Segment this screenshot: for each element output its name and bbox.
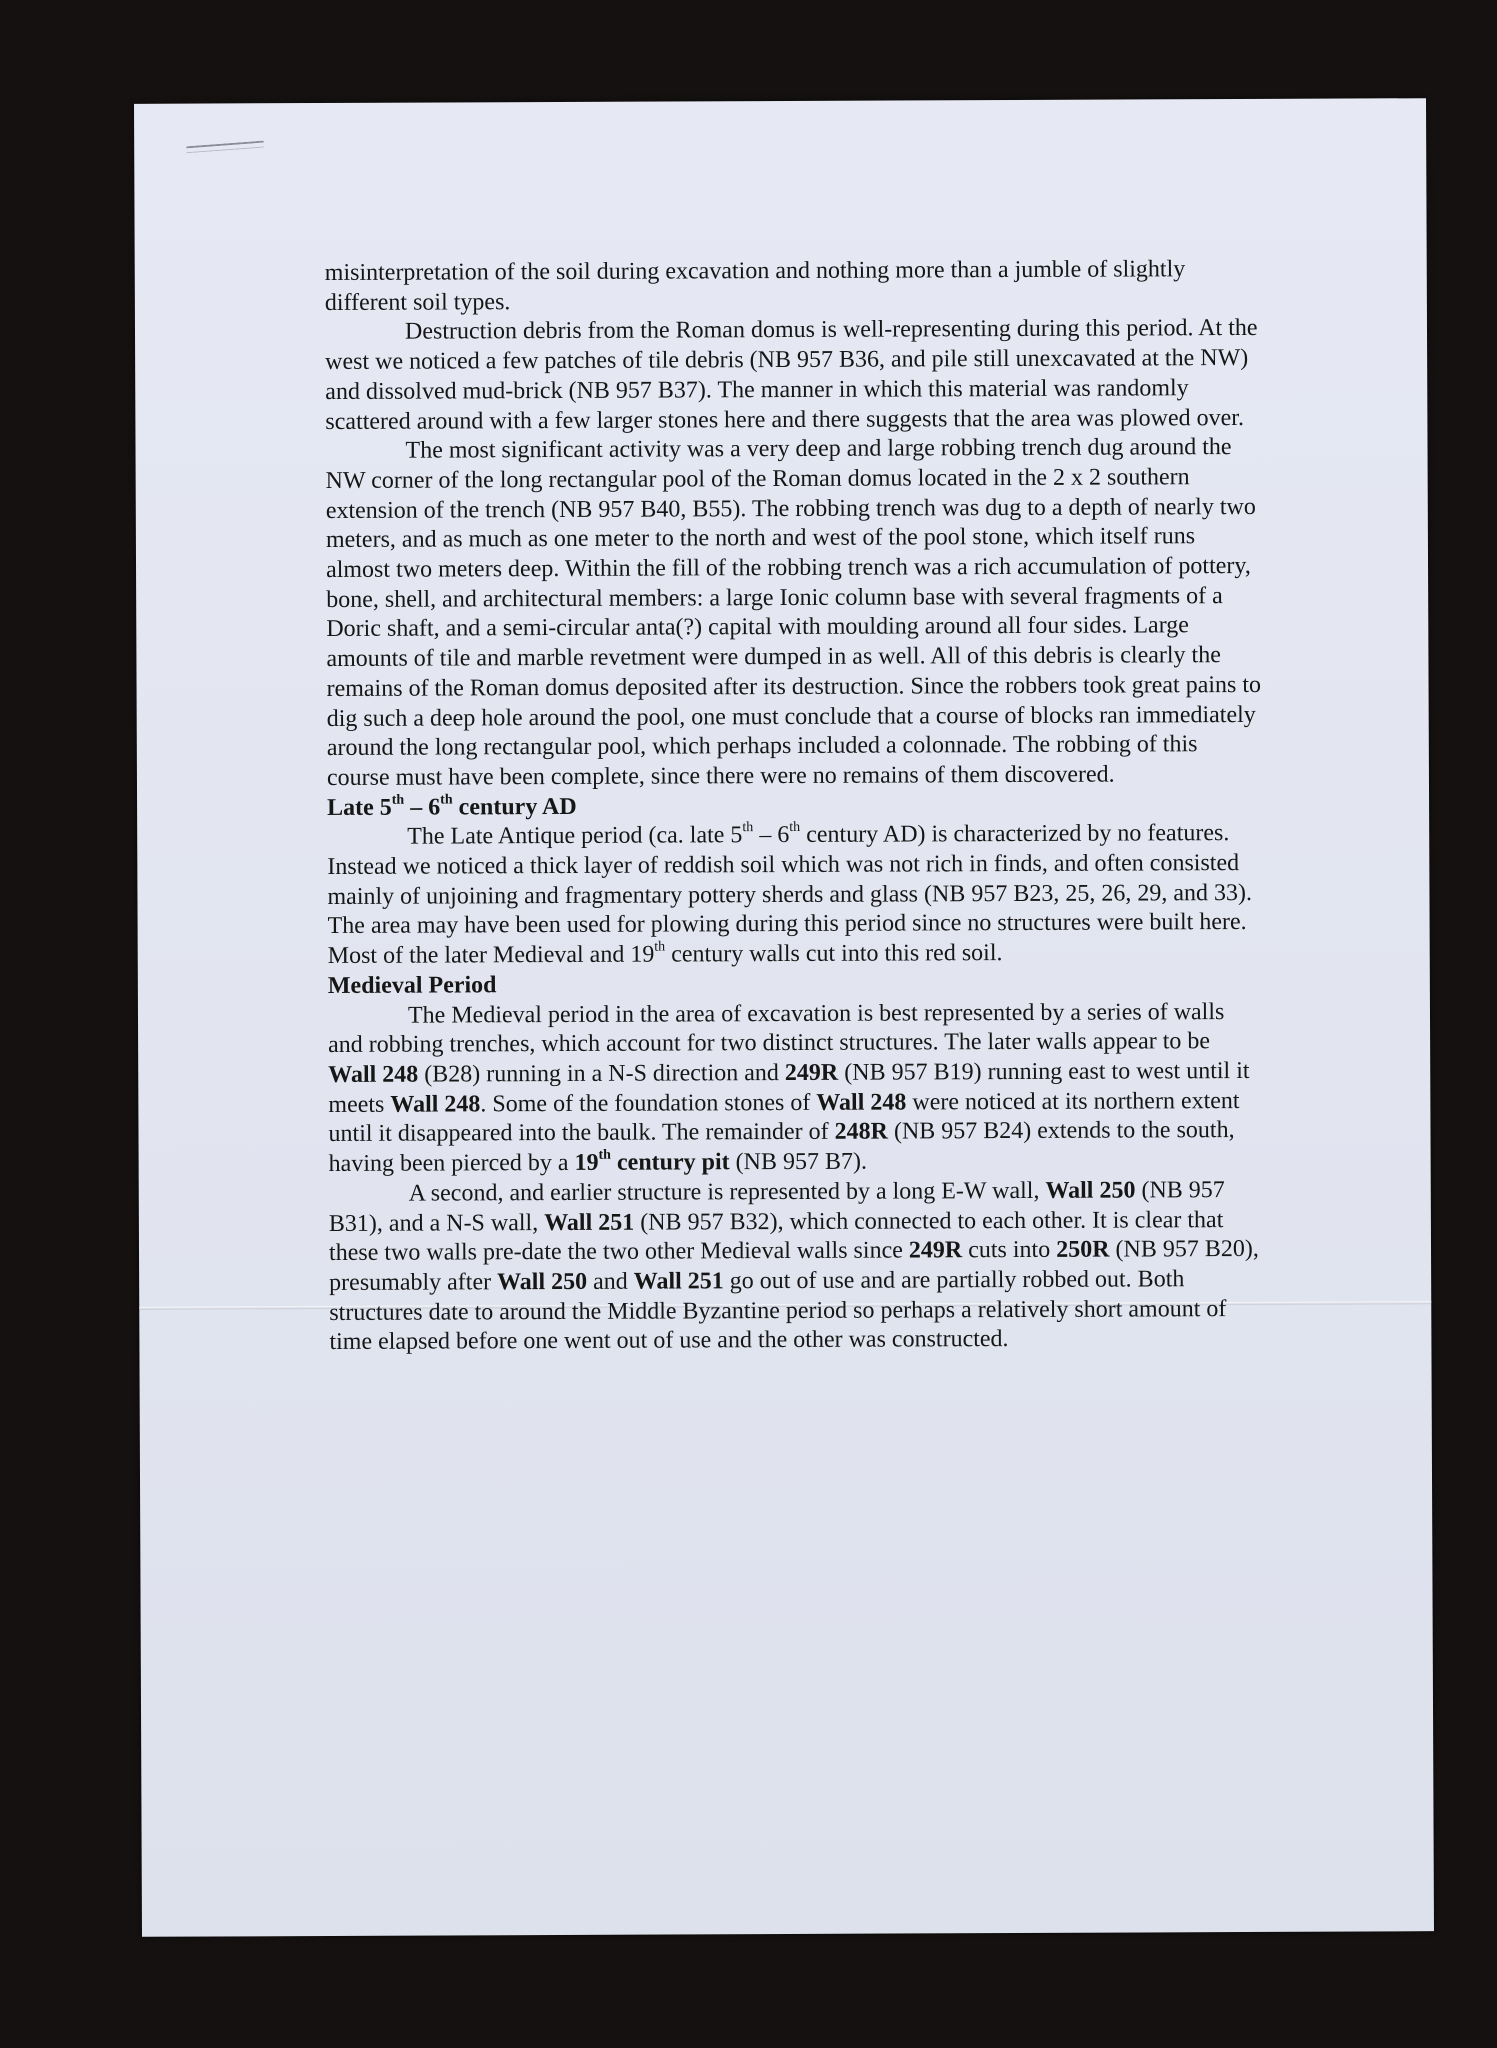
paragraph-destruction-debris: Destruction debris from the Roman domus is well-representing during this period. At the west we noticed a few patches of tile debris (NB 957 B36, and pile still unexcavated at the NW) and dissolved mud-brick (NB 957 B37). The manner in which this material was randomly scattered around with a few larger stones here and there suggests that the area was plowed over. (325, 315, 1258, 435)
document-body (325, 255, 1265, 1358)
heading-late-antique: Late 5th – 6th century AD (327, 792, 577, 821)
heading-medieval-period: Medieval Period (327, 972, 497, 999)
paper-sheet (134, 98, 1434, 1937)
paragraph-robbing-trench: The most significant activity was a very deep and large robbing trench dug around the NW corner of the long rectangular pool of the Roman domus located in the 2 x 2 southern extension of the trench (NB 957 B40, B55). The robbing trench was dug to a depth of nearly two meters, and as much as one meter to the north and west of the pool stone, which itself runs almost two meters deep. Within the fill of the robbing trench was a rich accumulation of pottery, bone, shell, and architectural members: a large Ionic column base with several fragments of a Doric shaft, and a semi-circular anta(?) capital with moulding around all four sides. Large amounts of tile and marble revetment were dumped in as well. All of this debris is clearly the remains of the Roman domus deposited after its destruction. Since the robbers took great pains to dig such a deep hole around the pool, one must conclude that a course of blocks ran immediately around the long rectangular pool, which perhaps included a colonnade. The robbing of this course must have been complete, since there were no remains of them discovered. (325, 434, 1262, 791)
staple-mark (186, 141, 264, 154)
paragraph-earlier-structure: A second, and earlier structure is represented by a long E-W wall, Wall 250 (NB 957 B31), and a N-S wall, Wall 251 (NB 957 B32), which connected to each other. It is clear that these two walls pre-date the two other Medieval walls since 249R cuts into 250R (NB 957 B20), presumably after Wall 250 and Wall 251 go out of use and are partially robbed out. Both structures date to around the Middle Byzantine period so perhaps a relatively short amount of time elapsed before one went out of use and the other was constructed. (328, 1176, 1259, 1356)
paragraph-continuation: misinterpretation of the soil during excavation and nothing more than a jumble of slightly different soil types. (324, 256, 1186, 316)
paragraph-medieval-walls: The Medieval period in the area of excavation is best represented by a series of walls and robbing trenches, which account for two distinct structures. The later walls appear to be Wall 248 (B28) running in a N-S direction and 249R (NB 957 B19) running east to west until it meets Wall 248. Some of the foundation stones of Wall 248 were noticed at its northern extent until it disappeared into the baulk. The remainder of 248R (NB 957 B24) extends to the south, having been pierced by a 19th century pit (NB 957 B7). (328, 998, 1250, 1178)
paragraph-late-antique: The Late Antique period (ca. late 5th – 6th century AD) is characterized by no features. Instead we noticed a thick layer of reddish soil which was not rich in finds, and often consisted mainly of unjoining and fragmentary pottery sherds and glass (NB 957 B23, 25, 26, 29, and 33). The area may have been used for plowing during this period since no structures were built here. Most of the later Medieval and 19th century walls cut into this red soil. (327, 820, 1253, 970)
